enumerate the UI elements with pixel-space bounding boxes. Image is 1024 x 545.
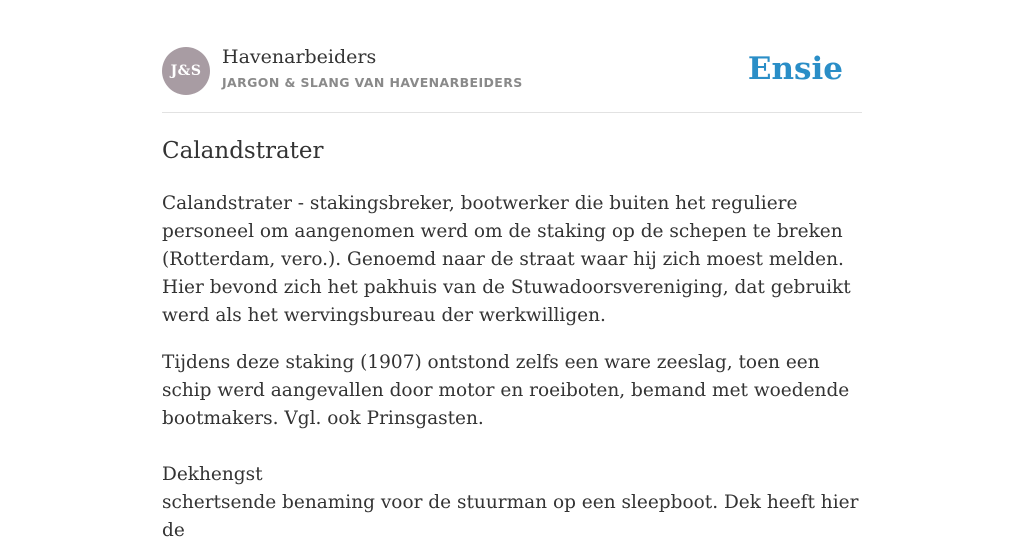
ensie-logo[interactable]: Ensie — [747, 51, 843, 87]
definition-paragraph: Tijdens deze staking (1907) ontstond zelfs een ware zeeslag, toen een schip werd aangevallen door motor en roeiboten, bemand met woedende bootmakers. Vgl. ook Prinsgasten. — [162, 352, 850, 429]
page — [162, 0, 862, 541]
definition-line: Dekhengst — [162, 464, 263, 485]
dictionary-header — [162, 0, 862, 113]
entry-definition — [162, 190, 862, 545]
dictionary-subtitle: JARGON & SLANG VAN HAVENARBEIDERS — [222, 75, 523, 90]
entry-term: Calandstrater — [162, 138, 324, 164]
definition-line: schertsende benaming voor de stuurman op een sleepboot. Dek heeft hier de — [162, 492, 859, 541]
dictionary-avatar[interactable]: J&S — [162, 47, 210, 95]
definition-paragraph: Calandstrater - stakingsbreker, bootwerker die buiten het reguliere personeel om aangenomen werd om de staking op de schepen te breken (Rotterdam, vero.). Genoemd naar de straat waar hij zich moest melden. Hier bevond zich het pakhuis van de Stuwadoorsvereniging, dat gebruikt werd als het wervingsbureau der werkwilligen. — [162, 193, 851, 326]
dictionary-title[interactable]: Havenarbeiders — [222, 46, 377, 68]
